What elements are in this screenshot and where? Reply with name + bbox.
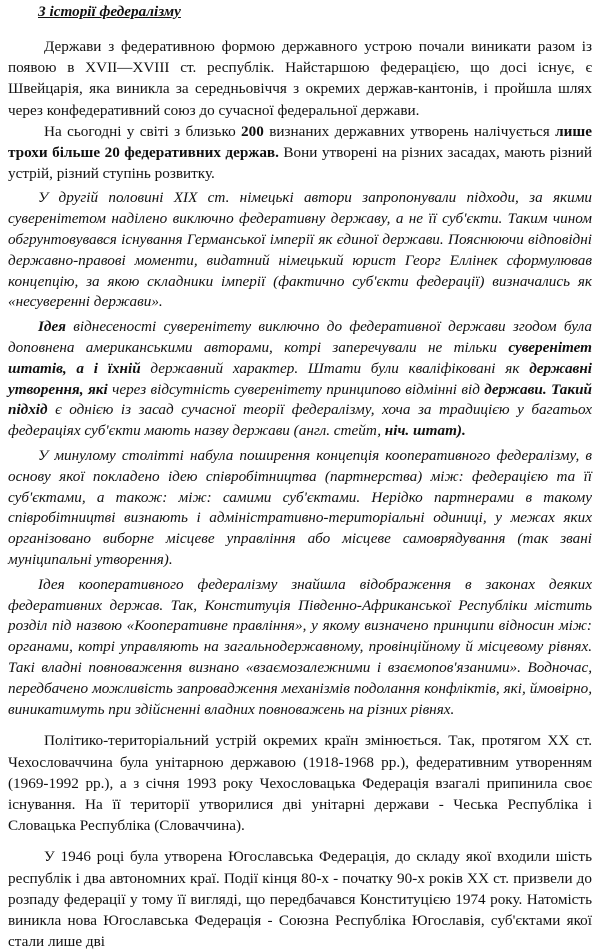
text-run: Вони утворені на різних засадах, мають різний устрій, різний ступінь розвитку.: [8, 144, 592, 183]
paragraph-german-theory: У другій половині XIX ст. німецькі автори запропонували підходи, за якими суверенітетом наділено виключно федеративну державу, а не її суб'єкти. Таким чином обгрунтовувався існування Германської імперії як єдиної держави. Пояснюючи відповідні державно-правові моменти, видатний німецький юрист Георг Еллінек сформулював концепцію, за якою складники імперії (фактично суб'єкти федерації) визначались як «несуверенні держави».: [8, 189, 592, 311]
text-run: державний характер. Штати були кваліфіковані як: [140, 359, 530, 377]
paragraph-federation-origins: Держави з федеративною формою державного устрою почали виникати разом із появою в XVII—XVIII ст. республік. Найстаршою федерацією, що досі існує, є Швейцарія, яка виникла за середньовіччя з окремих держав-кантонів, і пройшла шлях через конфедеративний союз до сучасної федеральної держави.: [8, 38, 592, 119]
paragraph-cooperative-federalism: У минулому столітті набула поширення концепція кооперативного федералізму, в основу якої покладено ідею співробітництва (партнерства) між: федерацією та її суб'єктами, а також: між: самими суб'єктами. Нерідко партнерами в такому співробітництві визнають і адміністративно-територіальні одиниці, у межах яких організовано виборне місцеве управління або місцеве самоврядування (так звані муніципальні утворення).: [8, 446, 592, 568]
bold-phrase: Ідея: [38, 318, 67, 336]
bold-phrase: держави. Такий підхід: [8, 380, 592, 419]
paragraph-american-theory: [8, 317, 592, 442]
text-run: На сьогодні у світі з близько: [44, 122, 242, 140]
paragraph-federation-count: [8, 121, 592, 185]
bold-phrase: ніч. штат).: [384, 422, 466, 440]
text-run: є однією із засад сучасної теорії федералізму, хоча за традицією у багатьох федераціях суб'єкти мають назву держави (англ. стейт,: [8, 401, 592, 440]
paragraph-czechoslovakia: Політико-територіальний устрій окремих країн змінюється. Так, протягом XX ст. Чехословаччина була унітарною державою (1918-1968 рр.), федеративним утворенням (1969-1992 рр.), а з січня 1993 року Чехословацька Федерація взагалі припинила своє існування. На її території утворилися дві унітарні держави - Чеська Республіка і Словацька Республіка (Словаччина).: [8, 732, 592, 835]
bold-phrase: державні утворення, які: [8, 359, 592, 398]
section-heading: З історії федералізму: [38, 3, 181, 20]
text-run: визнаних державних утворень налічується: [263, 122, 556, 140]
paragraph-cooperative-laws: Ідея кооперативного федералізму знайшла відображення в законах деяких федеративних держав. Так, Конституція Південно-Африканської Республіки містить розділ під назвою «Кооперативне правління», у якому визначено принципи відносин між: органами, котрі управляють на загальнодержавному, провінційному й місцевому рівнях. Такі владні повноваження визнано «взаємозалежними і взаємопов'язаними». Водночас, передбачено можливість запровадження механізмів подолання конфліктів, які, ймовірно, виникатимуть при здійсненні владних повноважень на різних рівнях.: [8, 575, 592, 718]
text-run: віднесеності суверенітету виключно до федеративної держави згодом була доповнена американськими авторами, котрі заперечували не тільки: [8, 318, 592, 356]
bold-phrase: суверенітет штатів, а і їхній: [8, 339, 592, 377]
text-run: через відсутність суверенітету принципово відмінні від: [107, 380, 485, 398]
bold-phrase: лише трохи більше 20 федеративних держав.: [8, 122, 592, 162]
paragraph-yugoslavia: У 1946 році була утворена Югославська Федерація, до складу якої входили шість республік і два автономних краї. Події кінця 80-х - початку 90-х років XX ст. призвели до розпаду федерації у тому її вигляді, що передбачався Конституцією 1974 року. Натомість виникла нова Югославська Федерація - Союзна Республіка Югославія, суб'єктами якої стали лише дві: [8, 848, 592, 951]
bold-number: 200: [241, 122, 264, 140]
